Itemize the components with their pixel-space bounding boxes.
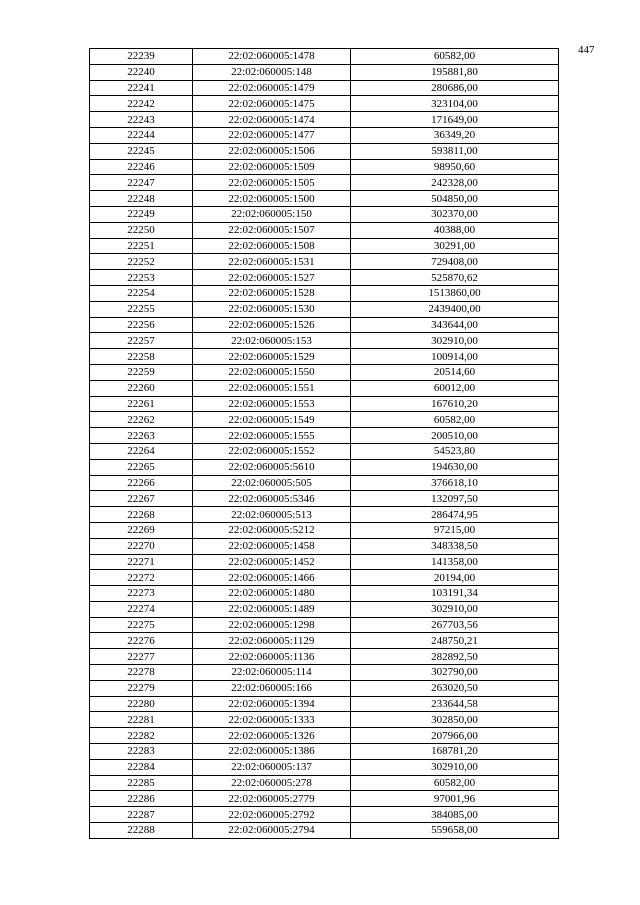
- row-number-cell: 22264: [90, 443, 193, 459]
- cadastral-value-cell: 286474,95: [351, 507, 559, 523]
- cadastral-value-cell: 100914,00: [351, 349, 559, 365]
- row-number-cell: 22262: [90, 412, 193, 428]
- row-number-cell: 22278: [90, 665, 193, 681]
- cadastral-number-cell: 22:02:060005:1333: [193, 712, 351, 728]
- row-number-cell: 22276: [90, 633, 193, 649]
- cadastral-value-cell: 384085,00: [351, 807, 559, 823]
- cadastral-number-cell: 22:02:060005:148: [193, 64, 351, 80]
- row-number-cell: 22243: [90, 112, 193, 128]
- cadastral-value-cell: 60012,00: [351, 380, 559, 396]
- table-row: [90, 428, 559, 444]
- table-row: [90, 554, 559, 570]
- cadastral-number-cell: 22:02:060005:1528: [193, 285, 351, 301]
- cadastral-value-cell: 30291,00: [351, 238, 559, 254]
- cadastral-number-cell: 22:02:060005:1506: [193, 143, 351, 159]
- cadastral-number-cell: 22:02:060005:1552: [193, 443, 351, 459]
- table-row: [90, 270, 559, 286]
- table-row: [90, 96, 559, 112]
- table-row: [90, 206, 559, 222]
- table-row: [90, 601, 559, 617]
- cadastral-number-cell: 22:02:060005:166: [193, 680, 351, 696]
- row-number-cell: 22266: [90, 475, 193, 491]
- table-row: [90, 396, 559, 412]
- cadastral-number-cell: 22:02:060005:137: [193, 759, 351, 775]
- table-row: [90, 64, 559, 80]
- row-number-cell: 22260: [90, 380, 193, 396]
- row-number-cell: 22281: [90, 712, 193, 728]
- cadastral-number-cell: 22:02:060005:1550: [193, 364, 351, 380]
- cadastral-number-cell: 22:02:060005:1136: [193, 649, 351, 665]
- row-number-cell: 22263: [90, 428, 193, 444]
- table-row: [90, 823, 559, 839]
- table-row: [90, 49, 559, 65]
- cadastral-value-cell: 302910,00: [351, 759, 559, 775]
- table-row: [90, 333, 559, 349]
- table-row: [90, 791, 559, 807]
- cadastral-number-cell: 22:02:060005:513: [193, 507, 351, 523]
- cadastral-value-cell: 302790,00: [351, 665, 559, 681]
- table-row: [90, 522, 559, 538]
- cadastral-number-cell: 22:02:060005:1531: [193, 254, 351, 270]
- table-row: [90, 143, 559, 159]
- cadastral-number-cell: 22:02:060005:5346: [193, 491, 351, 507]
- row-number-cell: 22271: [90, 554, 193, 570]
- cadastral-number-cell: 22:02:060005:1477: [193, 127, 351, 143]
- cadastral-value-cell: 263020,50: [351, 680, 559, 696]
- table-row: [90, 538, 559, 554]
- table-row: [90, 112, 559, 128]
- table-row: [90, 222, 559, 238]
- row-number-cell: 22279: [90, 680, 193, 696]
- cadastral-value-cell: 167610,20: [351, 396, 559, 412]
- cadastral-number-cell: 22:02:060005:1479: [193, 80, 351, 96]
- cadastral-value-cell: 207966,00: [351, 728, 559, 744]
- table-row: [90, 507, 559, 523]
- cadastral-value-cell: 98950,60: [351, 159, 559, 175]
- row-number-cell: 22250: [90, 222, 193, 238]
- cadastral-number-cell: 22:02:060005:1530: [193, 301, 351, 317]
- table-row: [90, 633, 559, 649]
- cadastral-value-cell: 40388,00: [351, 222, 559, 238]
- row-number-cell: 22259: [90, 364, 193, 380]
- table-row: [90, 301, 559, 317]
- row-number-cell: 22269: [90, 522, 193, 538]
- row-number-cell: 22275: [90, 617, 193, 633]
- row-number-cell: 22248: [90, 191, 193, 207]
- cadastral-value-table: [89, 48, 559, 839]
- table-row: [90, 775, 559, 791]
- cadastral-number-cell: 22:02:060005:1553: [193, 396, 351, 412]
- cadastral-number-cell: 22:02:060005:2779: [193, 791, 351, 807]
- row-number-cell: 22258: [90, 349, 193, 365]
- table-row: [90, 759, 559, 775]
- row-number-cell: 22261: [90, 396, 193, 412]
- cadastral-number-cell: 22:02:060005:1527: [193, 270, 351, 286]
- cadastral-value-cell: 504850,00: [351, 191, 559, 207]
- table-row: [90, 349, 559, 365]
- cadastral-number-cell: 22:02:060005:2794: [193, 823, 351, 839]
- cadastral-number-cell: 22:02:060005:1386: [193, 744, 351, 760]
- row-number-cell: 22273: [90, 586, 193, 602]
- table-row: [90, 649, 559, 665]
- cadastral-value-cell: 302910,00: [351, 601, 559, 617]
- table-body: [90, 49, 559, 839]
- table-row: [90, 317, 559, 333]
- cadastral-value-cell: 20514,60: [351, 364, 559, 380]
- cadastral-number-cell: 22:02:060005:1129: [193, 633, 351, 649]
- table-row: [90, 380, 559, 396]
- cadastral-value-cell: 348338,50: [351, 538, 559, 554]
- row-number-cell: 22268: [90, 507, 193, 523]
- cadastral-value-cell: 729408,00: [351, 254, 559, 270]
- row-number-cell: 22246: [90, 159, 193, 175]
- table-row: [90, 570, 559, 586]
- row-number-cell: 22272: [90, 570, 193, 586]
- table-row: [90, 728, 559, 744]
- cadastral-value-cell: 20194,00: [351, 570, 559, 586]
- cadastral-value-cell: 60582,00: [351, 775, 559, 791]
- cadastral-value-cell: 302370,00: [351, 206, 559, 222]
- cadastral-number-cell: 22:02:060005:1480: [193, 586, 351, 602]
- row-number-cell: 22286: [90, 791, 193, 807]
- cadastral-number-cell: 22:02:060005:1549: [193, 412, 351, 428]
- table-row: [90, 475, 559, 491]
- row-number-cell: 22282: [90, 728, 193, 744]
- row-number-cell: 22255: [90, 301, 193, 317]
- row-number-cell: 22253: [90, 270, 193, 286]
- table-row: [90, 696, 559, 712]
- row-number-cell: 22247: [90, 175, 193, 191]
- row-number-cell: 22241: [90, 80, 193, 96]
- cadastral-number-cell: 22:02:060005:1489: [193, 601, 351, 617]
- cadastral-value-cell: 103191,34: [351, 586, 559, 602]
- row-number-cell: 22252: [90, 254, 193, 270]
- cadastral-value-cell: 525870,62: [351, 270, 559, 286]
- row-number-cell: 22257: [90, 333, 193, 349]
- row-number-cell: 22244: [90, 127, 193, 143]
- cadastral-number-cell: 22:02:060005:1458: [193, 538, 351, 554]
- cadastral-value-cell: 168781,20: [351, 744, 559, 760]
- row-number-cell: 22280: [90, 696, 193, 712]
- table-row: [90, 285, 559, 301]
- row-number-cell: 22270: [90, 538, 193, 554]
- cadastral-value-cell: 267703,56: [351, 617, 559, 633]
- table-row: [90, 412, 559, 428]
- cadastral-value-cell: 559658,00: [351, 823, 559, 839]
- cadastral-value-cell: 36349,20: [351, 127, 559, 143]
- cadastral-number-cell: 22:02:060005:1326: [193, 728, 351, 744]
- row-number-cell: 22239: [90, 49, 193, 65]
- row-number-cell: 22242: [90, 96, 193, 112]
- row-number-cell: 22285: [90, 775, 193, 791]
- cadastral-value-cell: 141358,00: [351, 554, 559, 570]
- cadastral-value-cell: 593811,00: [351, 143, 559, 159]
- table-row: [90, 491, 559, 507]
- row-number-cell: 22254: [90, 285, 193, 301]
- cadastral-number-cell: 22:02:060005:1394: [193, 696, 351, 712]
- table-row: [90, 665, 559, 681]
- table-row: [90, 175, 559, 191]
- cadastral-number-cell: 22:02:060005:5610: [193, 459, 351, 475]
- cadastral-value-cell: 323104,00: [351, 96, 559, 112]
- table-row: [90, 127, 559, 143]
- table-row: [90, 238, 559, 254]
- cadastral-number-cell: 22:02:060005:1298: [193, 617, 351, 633]
- table-row: [90, 364, 559, 380]
- cadastral-value-cell: 242328,00: [351, 175, 559, 191]
- cadastral-value-cell: 200510,00: [351, 428, 559, 444]
- row-number-cell: 22245: [90, 143, 193, 159]
- table-row: [90, 80, 559, 96]
- cadastral-number-cell: 22:02:060005:1452: [193, 554, 351, 570]
- cadastral-value-cell: 54523,80: [351, 443, 559, 459]
- cadastral-number-cell: 22:02:060005:153: [193, 333, 351, 349]
- cadastral-number-cell: 22:02:060005:1500: [193, 191, 351, 207]
- table-row: [90, 254, 559, 270]
- cadastral-value-cell: 302850,00: [351, 712, 559, 728]
- row-number-cell: 22283: [90, 744, 193, 760]
- cadastral-value-cell: 194630,00: [351, 459, 559, 475]
- cadastral-number-cell: 22:02:060005:1526: [193, 317, 351, 333]
- table-row: [90, 191, 559, 207]
- cadastral-number-cell: 22:02:060005:1551: [193, 380, 351, 396]
- table-row: [90, 586, 559, 602]
- cadastral-number-cell: 22:02:060005:1478: [193, 49, 351, 65]
- row-number-cell: 22256: [90, 317, 193, 333]
- cadastral-value-cell: 302910,00: [351, 333, 559, 349]
- cadastral-number-cell: 22:02:060005:505: [193, 475, 351, 491]
- cadastral-value-cell: 376618,10: [351, 475, 559, 491]
- cadastral-number-cell: 22:02:060005:1507: [193, 222, 351, 238]
- cadastral-value-cell: 248750,21: [351, 633, 559, 649]
- cadastral-value-cell: 171649,00: [351, 112, 559, 128]
- cadastral-number-cell: 22:02:060005:2792: [193, 807, 351, 823]
- row-number-cell: 22265: [90, 459, 193, 475]
- cadastral-number-cell: 22:02:060005:1474: [193, 112, 351, 128]
- cadastral-value-cell: 1513860,00: [351, 285, 559, 301]
- row-number-cell: 22288: [90, 823, 193, 839]
- table-row: [90, 459, 559, 475]
- cadastral-value-cell: 195881,80: [351, 64, 559, 80]
- cadastral-value-cell: 60582,00: [351, 412, 559, 428]
- row-number-cell: 22249: [90, 206, 193, 222]
- cadastral-number-cell: 22:02:060005:5212: [193, 522, 351, 538]
- cadastral-value-cell: 60582,00: [351, 49, 559, 65]
- table-row: [90, 443, 559, 459]
- cadastral-value-cell: 233644,58: [351, 696, 559, 712]
- cadastral-value-cell: 2439400,00: [351, 301, 559, 317]
- cadastral-number-cell: 22:02:060005:1466: [193, 570, 351, 586]
- table-row: [90, 712, 559, 728]
- row-number-cell: 22240: [90, 64, 193, 80]
- page-number: 447: [578, 44, 595, 56]
- row-number-cell: 22284: [90, 759, 193, 775]
- cadastral-value-cell: 97001,96: [351, 791, 559, 807]
- cadastral-value-cell: 97215,00: [351, 522, 559, 538]
- row-number-cell: 22287: [90, 807, 193, 823]
- cadastral-number-cell: 22:02:060005:1509: [193, 159, 351, 175]
- row-number-cell: 22277: [90, 649, 193, 665]
- cadastral-number-cell: 22:02:060005:1555: [193, 428, 351, 444]
- cadastral-value-cell: 282892,50: [351, 649, 559, 665]
- cadastral-number-cell: 22:02:060005:1529: [193, 349, 351, 365]
- table-row: [90, 159, 559, 175]
- table-row: [90, 744, 559, 760]
- table-row: [90, 680, 559, 696]
- row-number-cell: 22274: [90, 601, 193, 617]
- cadastral-number-cell: 22:02:060005:278: [193, 775, 351, 791]
- cadastral-number-cell: 22:02:060005:1475: [193, 96, 351, 112]
- row-number-cell: 22251: [90, 238, 193, 254]
- row-number-cell: 22267: [90, 491, 193, 507]
- cadastral-number-cell: 22:02:060005:1508: [193, 238, 351, 254]
- cadastral-value-cell: 132097,50: [351, 491, 559, 507]
- cadastral-number-cell: 22:02:060005:1505: [193, 175, 351, 191]
- cadastral-number-cell: 22:02:060005:150: [193, 206, 351, 222]
- cadastral-number-cell: 22:02:060005:114: [193, 665, 351, 681]
- cadastral-value-cell: 280686,00: [351, 80, 559, 96]
- table-row: [90, 617, 559, 633]
- cadastral-value-cell: 343644,00: [351, 317, 559, 333]
- table-row: [90, 807, 559, 823]
